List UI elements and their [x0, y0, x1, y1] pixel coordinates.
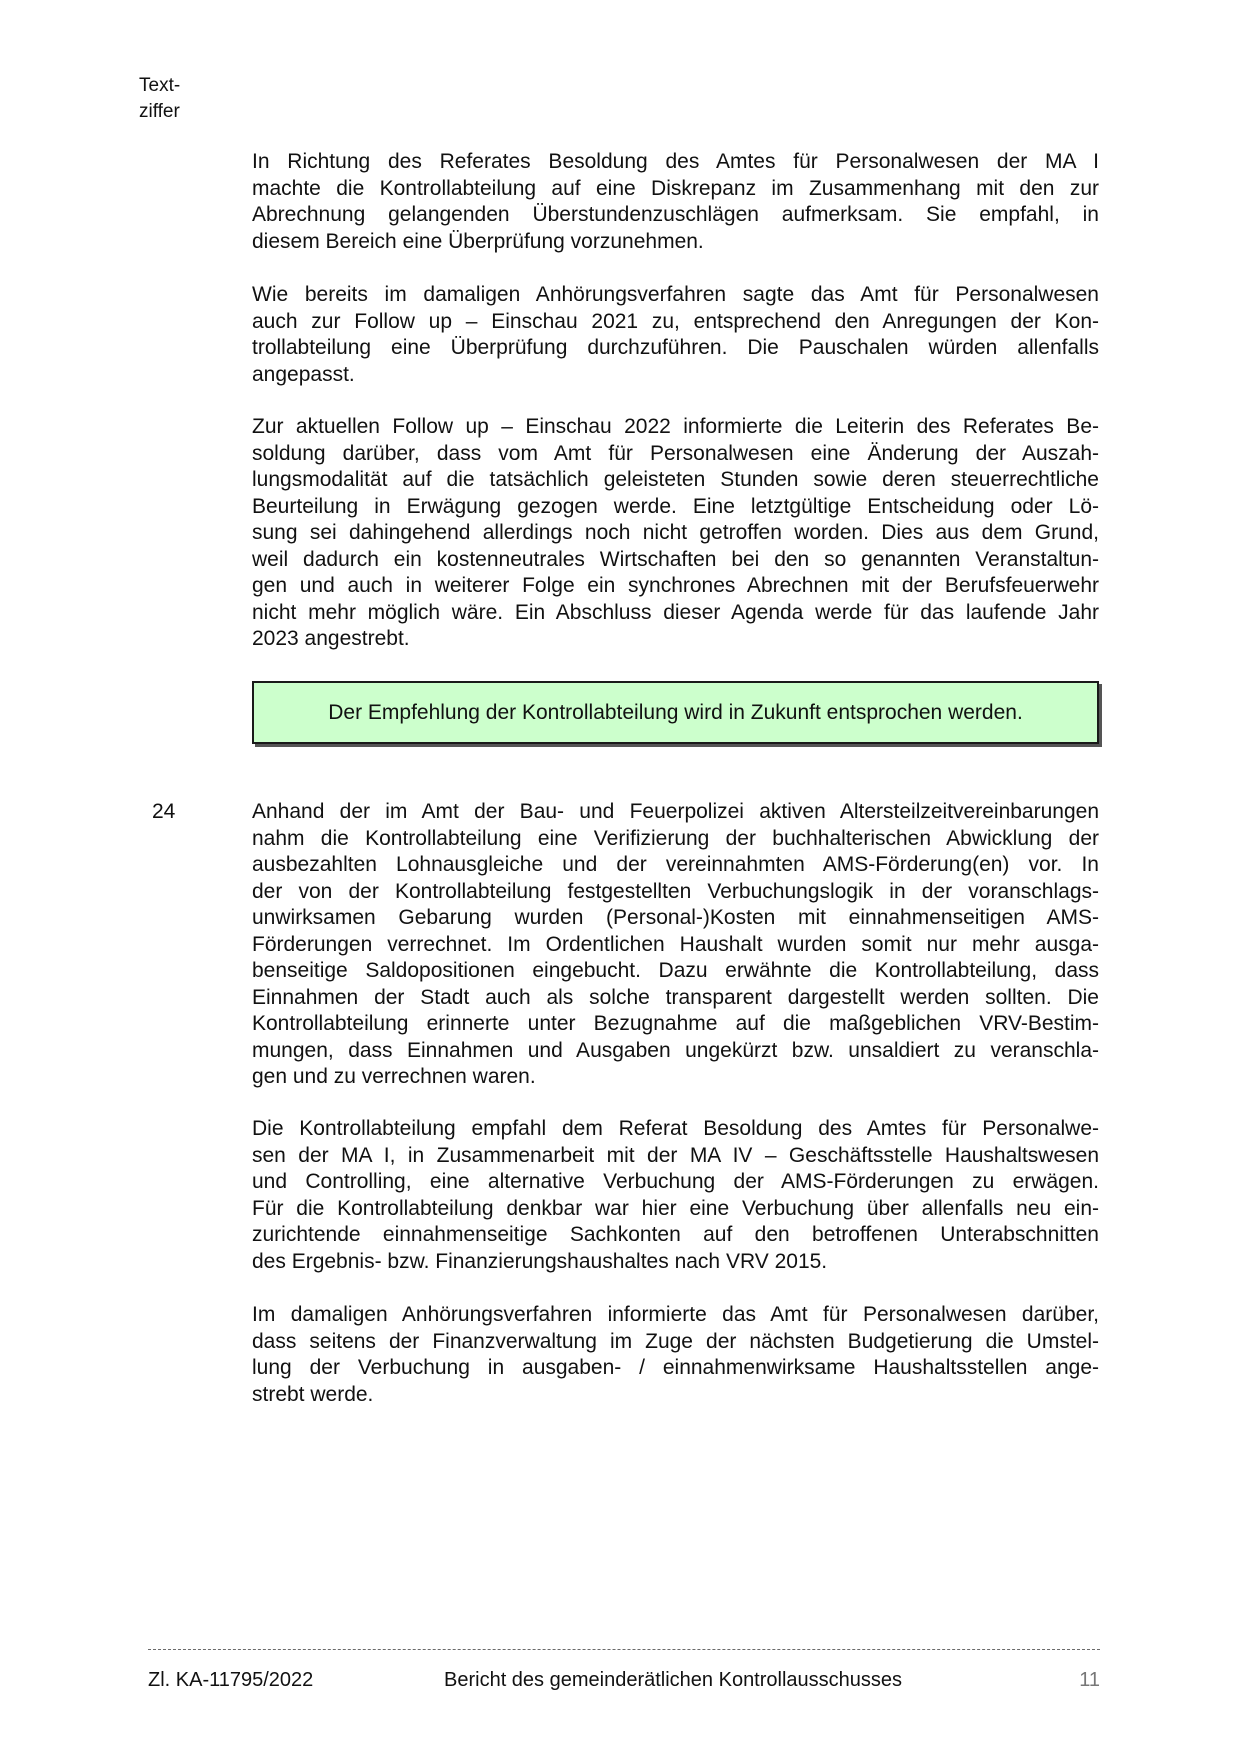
text-line: nahm die Kontrollabteilung eine Verifizierung der buchhalterischen Abwicklung der	[252, 826, 1099, 850]
page-number: 11	[1079, 1669, 1100, 1691]
text-line: dass seitens der Finanzverwaltung im Zuge der nächsten Budgetierung die Umstel-	[252, 1329, 1099, 1353]
margin-label-textziffer	[139, 73, 180, 125]
text-line: Einnahmen der Stadt auch als solche transparent dargestellt werden sollten. Die	[252, 985, 1099, 1009]
text-line: 2023 angestrebt.	[252, 627, 410, 650]
text-line: soldung darüber, dass vom Amt für Personalwesen eine Änderung der Auszah-	[252, 441, 1099, 465]
text-line: diesem Bereich eine Überprüfung vorzunehmen.	[252, 229, 704, 253]
text-line: Für die Kontrollabteilung denkbar war hier eine Verbuchung über allenfalls neu ein-	[252, 1196, 1099, 1220]
text-line: der von der Kontrollabteilung festgestellten Verbuchungslogik in der voranschlags-	[252, 879, 1099, 903]
text-line: Förderungen verrechnet. Im Ordentlichen Haushalt wurden somit nur mehr ausga-	[252, 932, 1099, 956]
paragraph-overtime-discrepancy	[252, 149, 1099, 255]
paragraph-hearing-2021	[252, 282, 1099, 388]
text-line: nicht mehr möglich wäre. Ein Abschluss dieser Agenda werde für das laufende Jahr	[252, 600, 1099, 624]
text-line: ausbezahlten Lohnausgleiche und der vereinnahmten AMS-Förderung(en) vor. In	[252, 853, 1099, 876]
text-line: sen der MA I, in Zusammenarbeit mit der MA IV – Geschäftsstelle Haushaltswesen	[252, 1143, 1099, 1167]
text-line: unwirksamen Gebarung wurden (Personal-)Kosten mit einnahmenseitigen AMS-	[252, 906, 1099, 929]
paragraph-recommendation-ams	[252, 1116, 1099, 1275]
text-line: angepasst.	[252, 362, 355, 386]
text-line: des Ergebnis- bzw. Finanzierungshaushaltes nach VRV 2015.	[252, 1249, 828, 1273]
text-line: benseitige Saldopositionen eingebucht. Dazu erwähnte die Kontrollabteilung, dass	[252, 959, 1099, 982]
text-line: Beurteilung in Erwägung gezogen werde. Eine letztgültige Entscheidung oder Lö-	[252, 494, 1099, 518]
text-line: Anhand der im Amt der Bau- und Feuerpolizei aktiven Altersteilzeitvereinbarungen	[252, 800, 1099, 823]
text-line: auch zur Follow up – Einschau 2021 zu, entsprechend den Anregungen der Kon-	[252, 309, 1099, 333]
text-line: lungsmodalität auf die tatsächlich geleisteten Stunden sowie deren steuerrechtliche	[252, 468, 1099, 491]
margin-label-line-2: ziffer	[139, 101, 180, 122]
text-line: Kontrollabteilung erinnerte unter Bezugnahme auf die maßgeblichen VRV-Bestim-	[252, 1012, 1099, 1035]
recommendation-text: Der Empfehlung der Kontrollabteilung wird in Zukunft entsprochen werden.	[328, 700, 1023, 724]
page-footer	[148, 1666, 1100, 1694]
paragraph-altersteilzeit	[252, 799, 1099, 1091]
text-line: machte die Kontrollabteilung auf eine Diskrepanz im Zusammenhang mit den zur	[252, 176, 1099, 200]
text-line: trollabteilung eine Überprüfung durchzuführen. Die Pauschalen würden allenfalls	[252, 336, 1099, 359]
paragraph-budget-statement	[252, 1302, 1099, 1408]
text-line: gen und zu verrechnen waren.	[252, 1065, 536, 1088]
text-line: Wie bereits im damaligen Anhörungsverfahren sagte das Amt für Personalwesen	[252, 283, 1099, 306]
recommendation-box	[252, 681, 1099, 744]
text-line: sung sei dahingehend allerdings noch nicht getroffen worden. Dies aus dem Grund,	[252, 521, 1099, 544]
section-number: 24	[152, 800, 176, 823]
text-line: Die Kontrollabteilung empfahl dem Referat Besoldung des Amtes für Personalwe-	[252, 1117, 1099, 1140]
footer-title: Bericht des gemeinderätlichen Kontrollausschusses	[444, 1669, 903, 1691]
text-line: In Richtung des Referates Besoldung des Amtes für Personalwesen der MA I	[252, 150, 1099, 173]
text-line: Zur aktuellen Follow up – Einschau 2022 informierte die Leiterin des Referates Be-	[252, 415, 1099, 438]
text-line: weil dadurch ein kostenneutrales Wirtschaften bei den so genannten Veranstaltun-	[252, 547, 1099, 571]
text-line: Im damaligen Anhörungsverfahren informierte das Amt für Personalwesen darüber,	[252, 1303, 1099, 1326]
paragraph-followup-2022	[252, 414, 1099, 653]
text-line: zurichtende einnahmenseitige Sachkonten auf den betroffenen Unterabschnitten	[252, 1223, 1099, 1246]
text-line: und Controlling, eine alternative Verbuchung der AMS-Förderungen zu erwägen.	[252, 1170, 1099, 1193]
text-line: Abrechnung gelangenden Überstundenzuschlägen aufmerksam. Sie empfahl, in	[252, 203, 1099, 226]
text-line: lung der Verbuchung in ausgaben- / einnahmenwirksame Haushaltsstellen ange-	[252, 1356, 1099, 1379]
text-line: strebt werde.	[252, 1382, 374, 1406]
margin-label-line-1: Text-	[139, 75, 181, 96]
text-line: gen und auch in weiterer Folge ein synchrones Abrechnen mit der Berufsfeuerwehr	[252, 574, 1099, 597]
footer-divider	[148, 1649, 1100, 1650]
text-line: mungen, dass Einnahmen und Ausgaben ungekürzt bzw. unsaldiert zu veranschla-	[252, 1038, 1099, 1062]
footer-reference: Zl. KA-11795/2022	[148, 1669, 314, 1691]
